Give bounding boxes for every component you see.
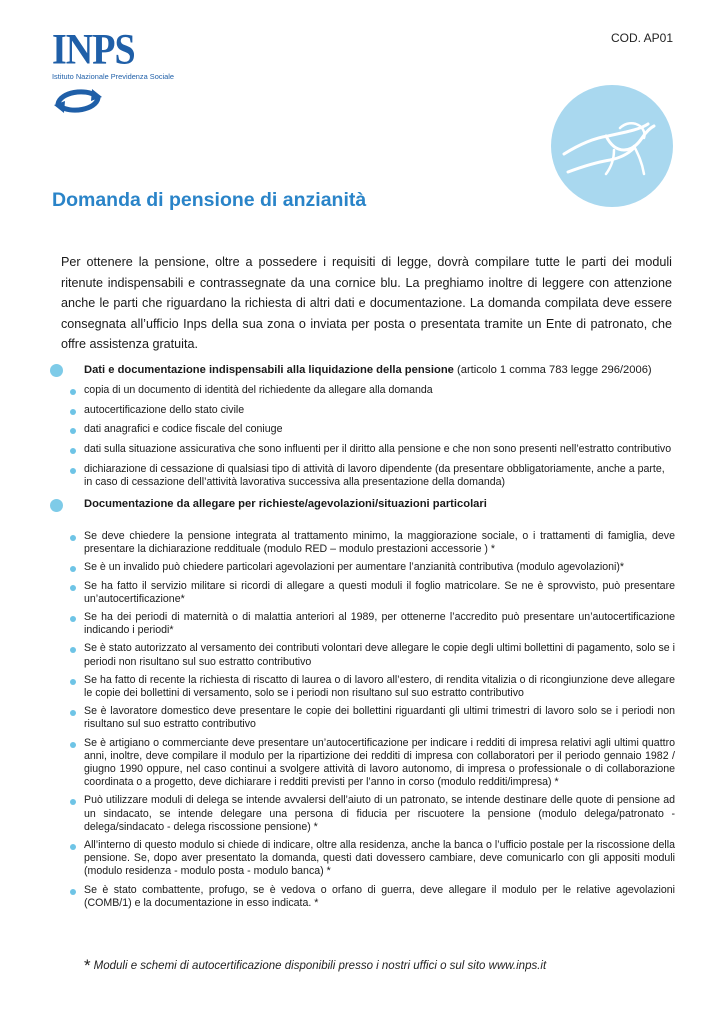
bullet-icon — [70, 585, 76, 591]
list-item: dati anagrafici e codice fiscale del coniuge — [70, 423, 675, 436]
bullet-icon — [70, 889, 76, 895]
list-item: copia di un documento di identità del richiedente da allegare alla domanda — [70, 384, 675, 397]
bullet-icon — [70, 468, 76, 474]
inps-logo-arrows-icon — [52, 86, 104, 116]
list-item: Se è lavoratore domestico deve presentare le copie dei bollettini riguardanti gli ultimi trimestri di lavoro solo se i periodi non risultano sul suo estratto contributivo — [70, 705, 675, 731]
bullet-icon — [70, 535, 76, 541]
bullet-icon — [70, 448, 76, 454]
bullet-icon — [70, 616, 76, 622]
section-bullet-icon — [50, 499, 63, 512]
list-item: Se è un invalido può chiedere particolari agevolazioni per aumentare l’anzianità contributiva (modulo agevolazioni)* — [70, 561, 675, 574]
list-item: Se è artigiano o commerciante deve presentare un’autocertificazione per indicare i redditi di impresa relativi agli ultimi quattro anni, inoltre, deve compilare il modulo per la ripartizione dei redditi di impresa con collaboratori per il periodo gennaio 1982 / giugno 1990 oppure, nel caso continui a svolgere attività di lavoro autonomo, di impresa o professionale o di collaborazione coordinata o a progetto, deve dichiarare i redditi previsti per l’anno in corso (modulo redditi/impresa) * — [70, 737, 675, 790]
bullet-icon — [70, 566, 76, 572]
section1-heading — [84, 363, 674, 377]
section-bullet-icon — [50, 364, 63, 377]
list-item: Se ha fatto il servizio militare si ricordi di allegare a questi moduli il foglio matricolare. Se ne è sprovvisto, può presentare un’autocertificazione* — [70, 580, 675, 606]
bullet-icon — [70, 710, 76, 716]
bullet-icon — [70, 409, 76, 415]
list-item: Se è stato combattente, profugo, se è vedova o orfano di guerra, deve allegare il modulo per le relative agevolazioni (COMB/1) e la documentazione in esso indicata. * — [70, 884, 675, 910]
logo-subtitle: Istituto Nazionale Previdenza Sociale — [52, 72, 175, 81]
list-item: dati sulla situazione assicurativa che sono influenti per il diritto alla pensione e che non sono presenti nell’estratto contributivo — [70, 443, 675, 456]
page-title: Domanda di pensione di anzianità — [52, 189, 367, 211]
bullet-icon — [70, 647, 76, 653]
bullet-icon — [70, 389, 76, 395]
footer-note — [84, 956, 546, 976]
bullet-icon — [70, 428, 76, 434]
bullet-icon — [70, 799, 76, 805]
list-item: Se ha dei periodi di maternità o di malattia anteriori al 1989, per ottenerne l’accredito può presentare un’autocertificazione indicando i periodi* — [70, 611, 675, 637]
intro-paragraph: Per ottenere la pensione, oltre a possedere i requisiti di legge, dovrà compilare tutte le parti dei moduli ritenute indispensabili e contrassegnate da una cornice blu. La preghiamo inoltre di leggere con attenzione anche le parti che riguardano la richiesta di altri dati e documentazione. La domanda compilata deve essere consegnata all’ufficio Inps della sua zona o inviata per posta o presentata tramite un Ente di patronato, che offre assistenza gratuita. — [61, 255, 672, 352]
section2-list — [70, 530, 675, 915]
bullet-icon — [70, 844, 76, 850]
footer-text: Moduli e schemi di autocertificazione disponibili presso i nostri uffici o sul sito www.inps.it — [93, 960, 547, 972]
bullet-icon — [70, 742, 76, 748]
list-item: Se deve chiedere la pensione integrata al trattamento minimo, la maggiorazione sociale, o i trattamenti di famiglia, deve presentare la dichiarazione reddituale (modulo RED – modulo prestazioni accessorie ) * — [70, 530, 675, 556]
list-item: Se è stato autorizzato al versamento dei contributi volontari deve allegare le copie degli ultimi bollettini di pagamento, solo se i periodi non risultano sul suo estratto contributivo — [70, 642, 675, 668]
logo-text: INPS — [52, 25, 135, 74]
inps-logo — [52, 25, 212, 81]
section1-reference: (articolo 1 comma 783 legge 296/2006) — [453, 364, 652, 376]
bullet-icon — [70, 679, 76, 685]
list-item: Può utilizzare moduli di delega se intende avvalersi dell’aiuto di un patronato, se intende destinare delle quote di pensione ad un sindacato, se intende delegare una persona di fiducia per riscuotere la pensione (modulo delega/patronato - delega/sindacato - delega riscossione pensione) * — [70, 794, 675, 834]
section2-title: Documentazione da allegare per richieste/agevolazioni/situazioni particolari — [84, 498, 487, 510]
list-item: dichiarazione di cessazione di qualsiasi tipo di attività di lavoro dipendente (da presentare obbligatoriamente, anche a parte, in caso di cessazione dell’attività lavorativa successiva alla presentazione della domanda) — [70, 463, 675, 489]
footer-asterisk: * — [84, 956, 91, 975]
list-item: autocertificazione dello stato civile — [70, 404, 675, 417]
list-item: All’interno di questo modulo si chiede di indicare, oltre alla residenza, anche la banca o l’ufficio postale per la riscossione della pensione. Se, dopo aver presentato la domanda, questi dati dovessero cambiare, deve comunicarlo con gli appositi moduli (modulo residenza - modulo posta - modulo banca) * — [70, 839, 675, 879]
list-item: Se ha fatto di recente la richiesta di riscatto di laurea o di lavoro all’estero, di rendita vitalizia o di ricongiunzione deve allegare le copie dei bollettini di versamento, solo se i periodi non risultano sul suo estratto contributivo — [70, 674, 675, 700]
section2-heading — [84, 497, 674, 511]
handshake-emblem-icon — [550, 84, 674, 208]
section1-title: Dati e documentazione indispensabili alla liquidazione della pensione — [84, 364, 454, 376]
document-code: COD. AP01 — [610, 31, 673, 45]
section1-list — [70, 384, 675, 496]
